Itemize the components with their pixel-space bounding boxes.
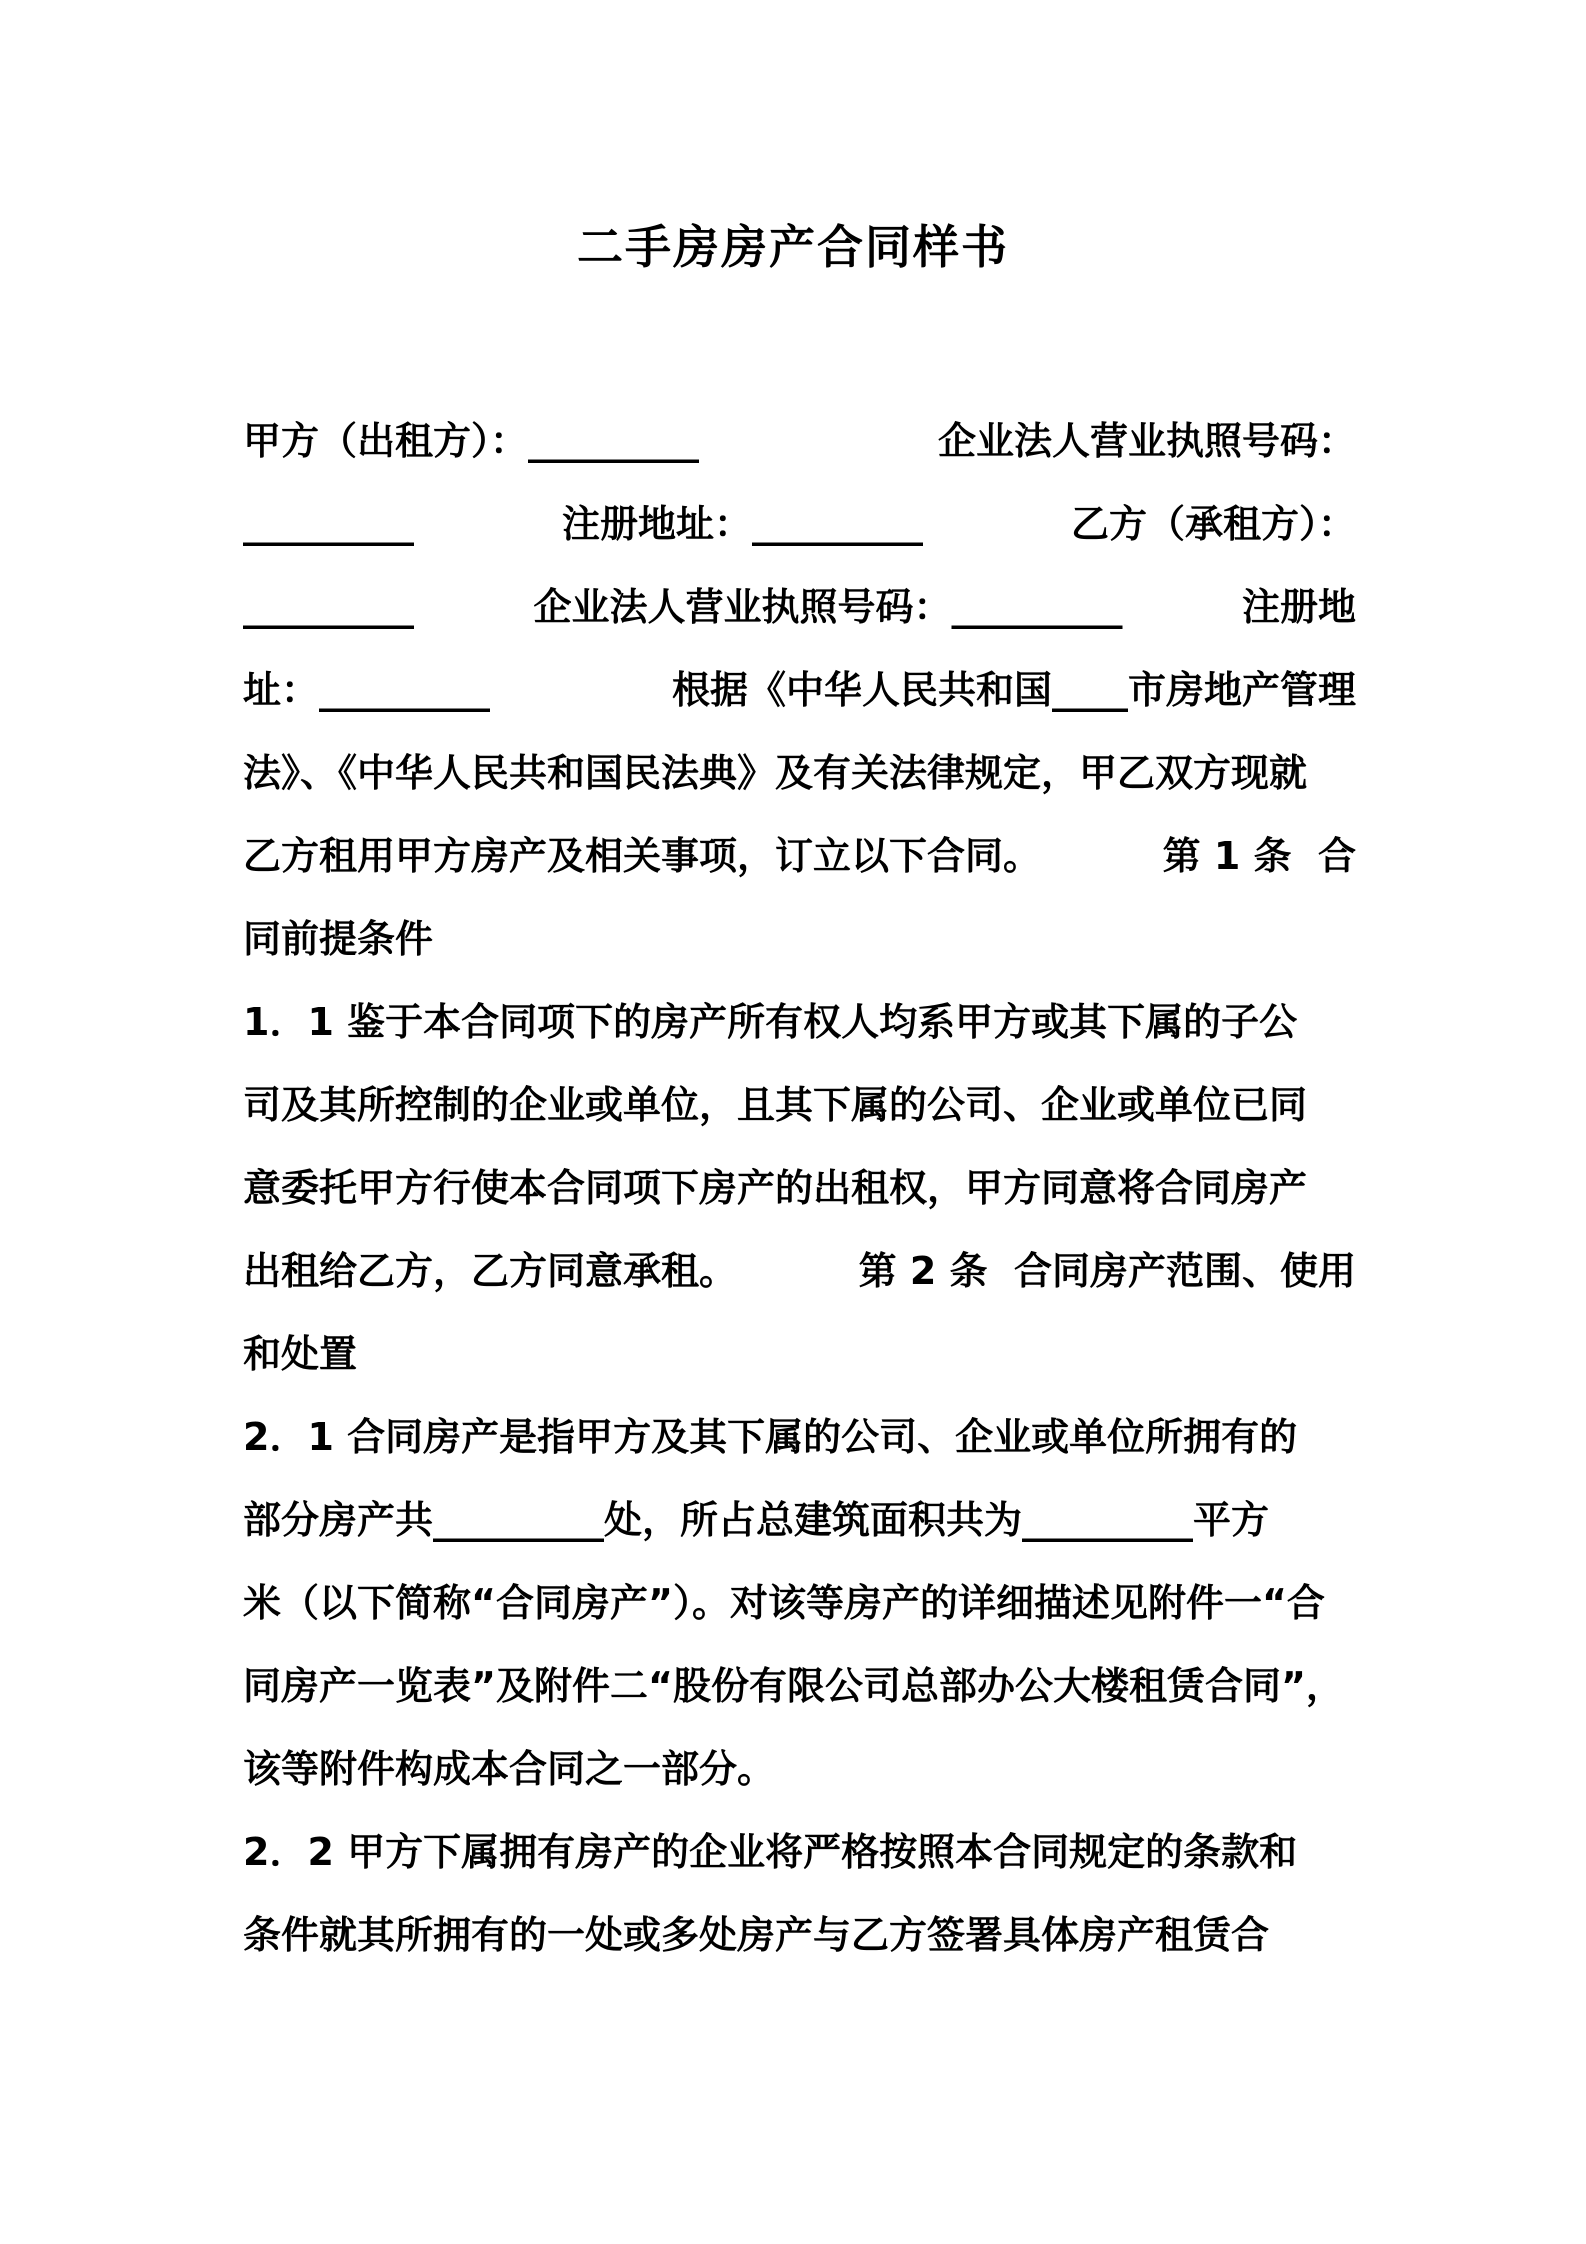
text-segment: 乙方（承租方）： (1070, 502, 1356, 546)
text-line (243, 1230, 1356, 1313)
text-line (243, 1147, 1356, 1230)
document-title: 二手房房产合同样书 (577, 220, 1009, 274)
text-segment: 1．1 鉴于本合同项下的房产所有权人均系甲方或其下属的子公 (243, 1000, 1298, 1044)
text-segment: 乙方租用甲方房产及相关事项，订立以下合同。 (243, 834, 1042, 878)
text-segment: 企业法人营业执照号码： (937, 419, 1356, 463)
text-segment: 意委托甲方行使本合同项下房产的出租权，甲方同意将合同房产 (243, 1166, 1308, 1210)
text-segment: 2．2 甲方下属拥有房产的企业将严格按照本合同规定的条款和 (243, 1830, 1298, 1874)
text-line (243, 483, 1356, 566)
text-segment: 司及其所控制的企业或单位，且其下属的公司、企业或单位已同 (243, 1083, 1308, 1127)
text-segment: 第 1 条 合 (1162, 834, 1356, 878)
text-segment: 注册地址：_________ (561, 502, 923, 546)
text-segment: _________ (243, 502, 414, 546)
text-line (243, 1645, 1356, 1728)
text-segment: 第 2 条 合同房产范围、使用 (858, 1249, 1356, 1293)
text-line (243, 1811, 1356, 1894)
text-segment: 法》、《中华人民共和国民法典》及有关法律规定，甲乙双方现就 (243, 751, 1308, 795)
text-segment: 部分房产共_________处，所占总建筑面积共为_________平方 (243, 1498, 1270, 1542)
text-line (243, 1313, 1356, 1396)
text-segment: 注册地 (1241, 585, 1356, 629)
text-segment: 和处置 (243, 1332, 358, 1376)
text-segment: 该等附件构成本合同之一部分。 (243, 1747, 776, 1791)
text-segment: 根据《中华人民共和国____市房地产管理 (671, 668, 1356, 712)
text-line (243, 400, 1356, 483)
text-line (243, 815, 1356, 898)
text-segment: 同前提条件 (243, 917, 434, 961)
text-segment: 2．1 合同房产是指甲方及其下属的公司、企业或单位所拥有的 (243, 1415, 1298, 1459)
text-segment: 出租给乙方，乙方同意承租。 (243, 1249, 738, 1293)
text-segment: 址：_________ (243, 668, 491, 712)
text-line (243, 649, 1356, 732)
text-segment: 同房产一览表”及附件二“股份有限公司总部办公大楼租赁合同”， (243, 1664, 1344, 1708)
text-segment: 企业法人营业执照号码：_________ (533, 585, 1123, 629)
text-segment: 甲方（出租方）：_________ (243, 419, 700, 463)
text-segment: 米（以下简称“合同房产”）。对该等房产的详细描述见附件一“合 (243, 1581, 1325, 1625)
text-line (243, 1064, 1356, 1147)
document-body (243, 400, 1356, 1977)
text-line (243, 1396, 1356, 1479)
text-line (243, 1894, 1356, 1977)
text-line (243, 732, 1356, 815)
text-line (243, 1562, 1356, 1645)
text-line (243, 1479, 1356, 1562)
text-line (243, 981, 1356, 1064)
text-line (243, 898, 1356, 981)
text-segment: 条件就其所拥有的一处或多处房产与乙方签署具体房产租赁合 (243, 1913, 1270, 1957)
text-line (243, 566, 1356, 649)
text-segment: _________ (243, 585, 414, 629)
text-line (243, 1728, 1356, 1811)
